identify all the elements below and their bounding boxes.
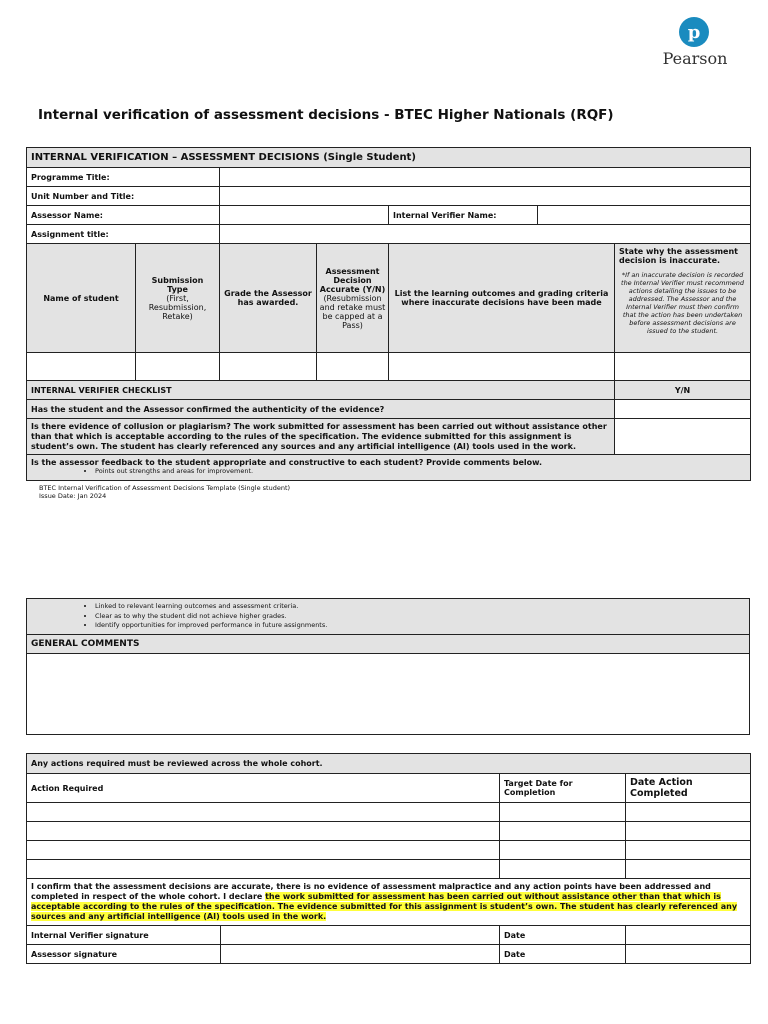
feedback-bullets <box>31 602 745 631</box>
programme-title-field[interactable] <box>220 168 751 187</box>
iv-date-label: Date <box>500 926 626 945</box>
confirmation-highlight: the work submitted for assessment has been carried out without assistance other than that which is acceptable according to the rules of the specification. The evidence submitted for this assignment is student’s own. The student has clearly referenced any sources and any artificial intelligence (AI) tools used in the work. <box>31 892 738 921</box>
checklist-q2: Is there evidence of collusion or plagiarism? The work submitted for assessment has been carried out without assistance other than that which is acceptable according to the rules of the specification. The evidence submitted for this assignment is student’s own. The student has clearly referenced any sources and any artificial intelligence (AI) tools used in the work. <box>27 419 615 455</box>
accurate-cell[interactable] <box>317 353 389 381</box>
assessor-name-label: Assessor Name: <box>27 206 220 225</box>
target-date-field[interactable] <box>500 822 626 841</box>
document-title: Internal verification of assessment decisions - BTEC Higher Nationals (RQF) <box>38 107 614 123</box>
checklist-header: INTERNAL VERIFIER CHECKLIST <box>27 381 615 400</box>
pearson-wordmark: Pearson <box>662 49 728 68</box>
date-completed-header: Date Action Completed <box>626 774 751 803</box>
q2-yn-cell[interactable] <box>615 419 751 455</box>
col-state-note: *If an inaccurate decision is recorded the Internal Verifier must recommend actions detailing the issues to be addressed. The Assessor and the Internal Verifier must then confirm that the action has been undertaken before assessment decisions are issued to the student. <box>621 271 745 335</box>
unit-title-field[interactable] <box>220 187 751 206</box>
feedback-bullets-cell <box>27 599 750 635</box>
target-date-field[interactable] <box>500 841 626 860</box>
assessor-date-field[interactable] <box>626 945 751 964</box>
confirmation-text: I confirm that the assessment decisions are accurate, there is no evidence of assessment malpractice and any action points have been addressed and completed in respect of the whole cohort. I declare <box>31 882 711 901</box>
confirmation-statement <box>27 879 751 926</box>
date-completed-field[interactable] <box>626 822 751 841</box>
date-completed-field[interactable] <box>626 860 751 879</box>
pearson-logo-icon <box>679 17 709 47</box>
date-completed-field[interactable] <box>626 841 751 860</box>
action-required-header: Action Required <box>27 774 500 803</box>
q3-text: Is the assessor feedback to the student appropriate and constructive to each student? Provide comments below. <box>31 458 543 467</box>
assessor-signature-field[interactable] <box>221 945 500 964</box>
feedback-bullet: • Clear as to why the student did not achieve higher grades. <box>95 612 745 622</box>
general-comments-field[interactable] <box>27 654 750 735</box>
col-submission-header <box>136 244 220 353</box>
q3-bullet: • Points out strengths and areas for improvement. <box>95 467 746 477</box>
q1-yn-cell[interactable] <box>615 400 751 419</box>
col-outcomes-header: List the learning outcomes and grading criteria where inaccurate decisions have been made <box>389 244 615 353</box>
programme-title-label: Programme Title: <box>27 168 220 187</box>
svg-text:p: p <box>687 22 701 43</box>
col-state-header <box>615 244 751 353</box>
col-grade-header: Grade the Assessor has awarded. <box>220 244 317 353</box>
form-header: INTERNAL VERIFICATION – ASSESSMENT DECISIONS (Single Student) <box>27 148 751 168</box>
assessment-decisions-table <box>26 147 751 481</box>
footer-template-name: BTEC Internal Verification of Assessment Decisions Template (Single student) <box>39 484 291 492</box>
target-date-field[interactable] <box>500 860 626 879</box>
iv-name-label: Internal Verifier Name: <box>389 206 538 225</box>
actions-table <box>26 753 751 964</box>
checklist-q1: Has the student and the Assessor confirmed the authenticity of the evidence? <box>27 400 615 419</box>
target-date-field[interactable] <box>500 803 626 822</box>
iv-name-field[interactable] <box>538 206 751 225</box>
feedback-bullet: • Linked to relevant learning outcomes and assessment criteria. <box>95 602 745 612</box>
cohort-note: Any actions required must be reviewed across the whole cohort. <box>27 754 751 774</box>
iv-signature-label: Internal Verifier signature <box>27 926 221 945</box>
yn-header: Y/N <box>615 381 751 400</box>
outcomes-cell[interactable] <box>389 353 615 381</box>
col-state-title: State why the assessment decision is inaccurate. <box>619 247 738 265</box>
col-accurate-header <box>317 244 389 353</box>
assessor-date-label: Date <box>500 945 626 964</box>
col-submission-sub: (First, Resubmission, Retake) <box>148 293 207 321</box>
date-completed-field[interactable] <box>626 803 751 822</box>
q3-bullets <box>31 467 746 477</box>
assessor-signature-label: Assessor signature <box>27 945 221 964</box>
assessor-name-field[interactable] <box>220 206 389 225</box>
col-accurate-sub: (Resubmission and retake must be capped at a Pass) <box>319 293 386 330</box>
comments-table <box>26 598 750 735</box>
pearson-p-icon <box>679 17 709 47</box>
target-date-header: Target Date for Completion <box>500 774 626 803</box>
action-row-field[interactable] <box>27 822 500 841</box>
general-comments-header: GENERAL COMMENTS <box>27 635 750 654</box>
footer-issue-date: Issue Date: Jan 2024 <box>39 492 107 500</box>
state-cell[interactable] <box>615 353 751 381</box>
action-row-field[interactable] <box>27 841 500 860</box>
page-footer <box>39 484 290 500</box>
assignment-title-field[interactable] <box>220 225 751 244</box>
assignment-title-label: Assignment title: <box>27 225 220 244</box>
submission-type-cell[interactable] <box>136 353 220 381</box>
checklist-q3 <box>27 455 751 481</box>
iv-date-field[interactable] <box>626 926 751 945</box>
action-row-field[interactable] <box>27 860 500 879</box>
action-row-field[interactable] <box>27 803 500 822</box>
col-submission-title: Submission Type <box>151 275 204 294</box>
student-name-cell[interactable] <box>27 353 136 381</box>
feedback-bullet: • Identify opportunities for improved performance in future assignments. <box>95 621 745 631</box>
iv-signature-field[interactable] <box>221 926 500 945</box>
grade-cell[interactable] <box>220 353 317 381</box>
col-accurate-title: Assessment Decision Accurate (Y/N) <box>319 266 386 294</box>
unit-title-label: Unit Number and Title: <box>27 187 220 206</box>
col-student-header: Name of student <box>27 244 136 353</box>
